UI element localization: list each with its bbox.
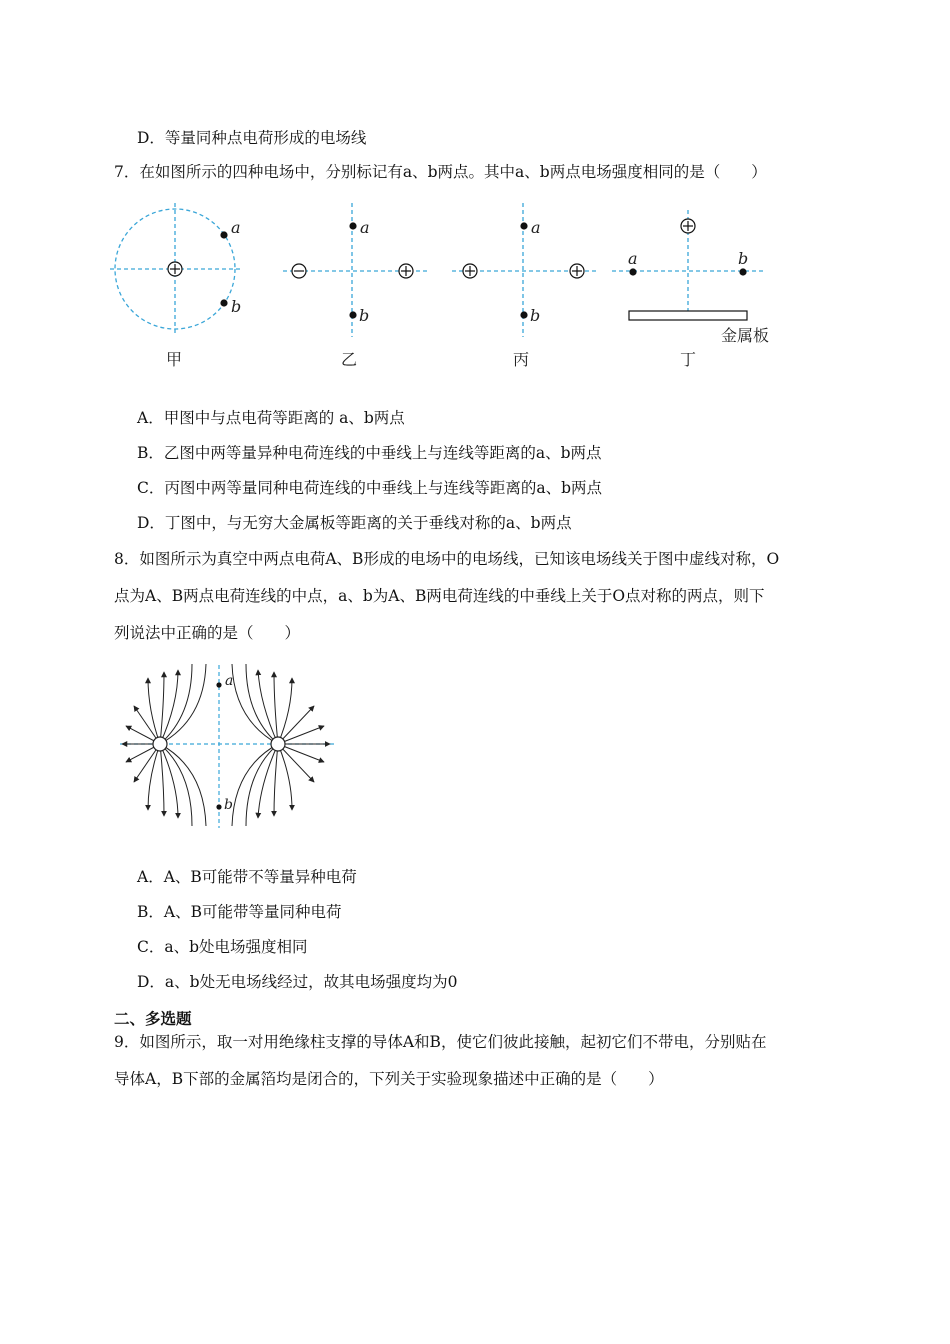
q7-stem: 7．在如图所示的四种电场中，分别标记有a、b两点。其中a、b两点电场强度相同的是（ ） (114, 163, 767, 181)
q8-stem-line-2: 点为A、B两点电荷连线的中点，a、b为A、B两电荷连线的中垂线上关于O点对称的两点，则下 (114, 587, 765, 605)
ding-point-a (629, 268, 636, 275)
bing-label-a: a (531, 218, 541, 237)
q6-option-d: D．等量同种点电荷形成的电场线 (137, 129, 367, 147)
q7-option-d: D．丁图中，与无穷大金属板等距离的关于垂线对称的a、b两点 (137, 514, 572, 532)
q8-option-c: C．a、b处电场强度相同 (137, 938, 308, 956)
q7-option-c: C．丙图中两等量同种电荷连线的中垂线上与连线等距离的a、b两点 (137, 479, 603, 497)
jia-point-b (220, 299, 227, 306)
q8-charge-b (271, 737, 285, 751)
section-heading-multiple-choice: 二、多选题 (114, 1010, 192, 1028)
q8-label-a: a (225, 673, 234, 689)
q7-option-b: B．乙图中两等量异种电荷连线的中垂线上与连线等距离的a、b两点 (137, 444, 602, 462)
q9-stem-line-2: 导体A，B下部的金属箔均是闭合的，下列关于实验现象描述中正确的是（ ） (114, 1070, 664, 1088)
jia-label-b: b (231, 297, 242, 316)
bing-right-positive-charge-icon (570, 264, 584, 278)
yi-label-a: a (360, 218, 370, 237)
q8-option-b: B．A、B可能带等量同种电荷 (137, 903, 342, 921)
ding-metal-plate (629, 311, 747, 320)
figure-caption-yi: 乙 (341, 350, 358, 369)
bing-left-positive-charge-icon (463, 264, 477, 278)
q9-stem-line-1: 9．如图所示，取一对用绝缘柱支撑的导体A和B，使它们彼此接触，起初它们不带电，分别贴在 (114, 1033, 767, 1051)
yi-point-a (349, 222, 356, 229)
q8-stem-line-1: 8．如图所示为真空中两点电荷A、B形成的电场中的电场线，已知该电场线关于图中虚线对称，O (114, 550, 780, 568)
yi-positive-charge-icon (399, 264, 413, 278)
figure-caption-bing: 丙 (513, 350, 530, 369)
q8-stem-line-3: 列说法中正确的是（ ） (114, 624, 301, 642)
jia-label-a: a (231, 218, 241, 237)
q8-point-a (216, 682, 221, 687)
yi-point-b (349, 311, 356, 318)
yi-label-b: b (359, 306, 370, 325)
figure-caption-ding: 丁 (680, 350, 697, 369)
ding-positive-charge-icon (681, 219, 695, 233)
q8-option-a: A．A、B可能带不等量异种电荷 (137, 868, 357, 886)
bing-point-b (520, 311, 527, 318)
jia-point-a (220, 231, 227, 238)
q8-point-b (216, 804, 221, 809)
q7-figures (0, 195, 950, 395)
q8-label-b: b (224, 797, 233, 813)
bing-point-a (520, 222, 527, 229)
bing-label-b: b (530, 306, 541, 325)
q8-option-d: D．a、b处无电场线经过，故其电场强度均为0 (137, 973, 458, 991)
ding-metal-plate-label: 金属板 (721, 326, 770, 345)
ding-point-b (739, 268, 746, 275)
jia-positive-charge-icon (168, 262, 182, 276)
ding-label-a: a (628, 249, 638, 268)
figure-caption-jia: 甲 (166, 350, 183, 369)
q7-option-a: A．甲图中与点电荷等距离的 a、b两点 (137, 409, 405, 427)
q8-charge-a (153, 737, 167, 751)
yi-negative-charge-icon (292, 264, 306, 278)
ding-label-b: b (738, 249, 749, 268)
